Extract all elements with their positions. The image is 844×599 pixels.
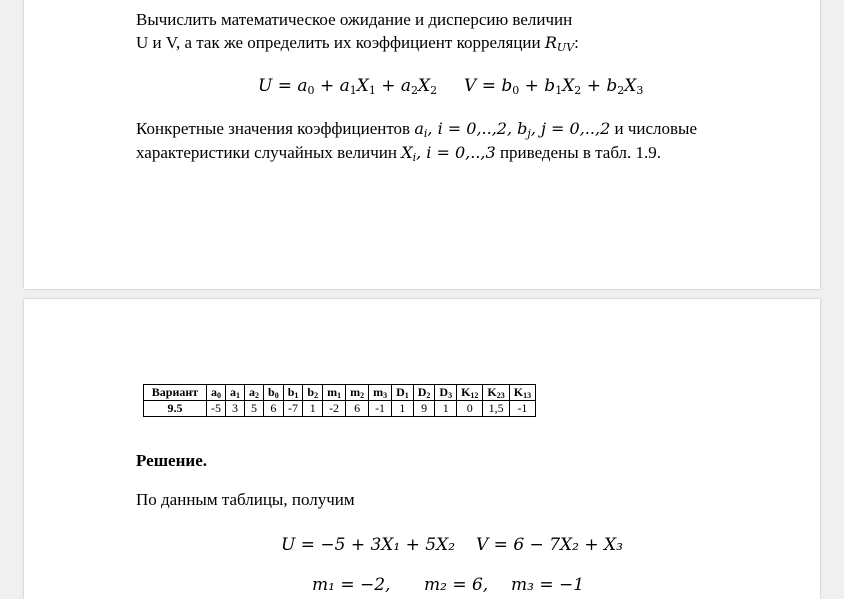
table-header-cell: $D_3$ [435, 385, 457, 401]
table-cell: 6 [264, 401, 284, 417]
table-cell: 3 [226, 401, 245, 417]
table-header-cell: $D_2$ [413, 385, 435, 401]
table-cell: 1,5 [483, 401, 509, 417]
table-cell: 1 [435, 401, 457, 417]
table-header-cell: $a_1$ [226, 385, 245, 401]
solution-equation-u: U = −5 + 3X₁ + 5X₂ [281, 535, 456, 555]
table-header-cell: $a_0$ [207, 385, 226, 401]
table-header-cell: $b_2$ [303, 385, 323, 401]
equation-v: $V = b_0 + b_1X_2 + b_2X_3$ [464, 76, 644, 97]
variant-table [143, 384, 536, 417]
table-header-cell: $b_1$ [283, 385, 303, 401]
table-header-row [144, 385, 536, 401]
table-cell: 1 [392, 401, 414, 417]
table-header-cell: $K_{12}$ [457, 385, 483, 401]
table-header-cell: $m_2$ [346, 385, 369, 401]
document-page-2 [24, 299, 820, 599]
problem-line-2-text: U и V, а так же определить их коэффициент корреляции [136, 33, 541, 52]
table-cell: 5 [245, 401, 264, 417]
solution-equation-v: V = 6 − 7X₂ + X₃ [476, 535, 623, 555]
table-header-cell: $D_1$ [392, 385, 414, 401]
problem-line-3: Конкретные значения коэффициентов $a_i$, i = 0,..,2, $b_j$, j = 0,..,2 и числовые [136, 119, 698, 140]
document-page-1 [24, 0, 820, 289]
table-cell: -5 [207, 401, 226, 417]
table-header-cell: $a_2$ [245, 385, 264, 401]
table-cell: 1 [303, 401, 323, 417]
table-header-cell: $m_1$ [323, 385, 346, 401]
table-header-cell: $m_3$ [369, 385, 392, 401]
problem-line-1: Вычислить математическое ожидание и дисперсию величин [136, 10, 573, 29]
problem-line-4: характеристики случайных величин $X_i$, i = 0,..,3 приведены в табл. 1.9. [136, 143, 662, 164]
table-header-cell: $K_{23}$ [483, 385, 509, 401]
colon: : [574, 33, 579, 52]
table-header-cell: Вариант [144, 385, 207, 401]
table-row [144, 401, 536, 417]
correlation-symbol: $R_{UV}$ [544, 33, 575, 54]
solution-heading: Решение. [136, 451, 207, 470]
table-cell: -1 [509, 401, 535, 417]
solution-m2: m₂ = 6, [424, 575, 489, 595]
table-cell: -2 [323, 401, 346, 417]
solution-m3: m₃ = −1 [511, 575, 585, 595]
table-cell: 9 [413, 401, 435, 417]
solution-m1: m₁ = −2, [312, 575, 391, 595]
table-cell: 0 [457, 401, 483, 417]
table-cell: 9.5 [144, 401, 207, 417]
equation-u: $U = a_0 + a_1X_1 + a_2X_2$ [258, 76, 438, 97]
table-cell: 6 [346, 401, 369, 417]
table-cell: -1 [369, 401, 392, 417]
problem-line-2 [136, 32, 579, 54]
solution-intro: По данным таблицы, получим [136, 490, 355, 509]
table-cell: -7 [283, 401, 303, 417]
table-header-cell: $K_{13}$ [509, 385, 535, 401]
table-header-cell: $b_0$ [264, 385, 284, 401]
